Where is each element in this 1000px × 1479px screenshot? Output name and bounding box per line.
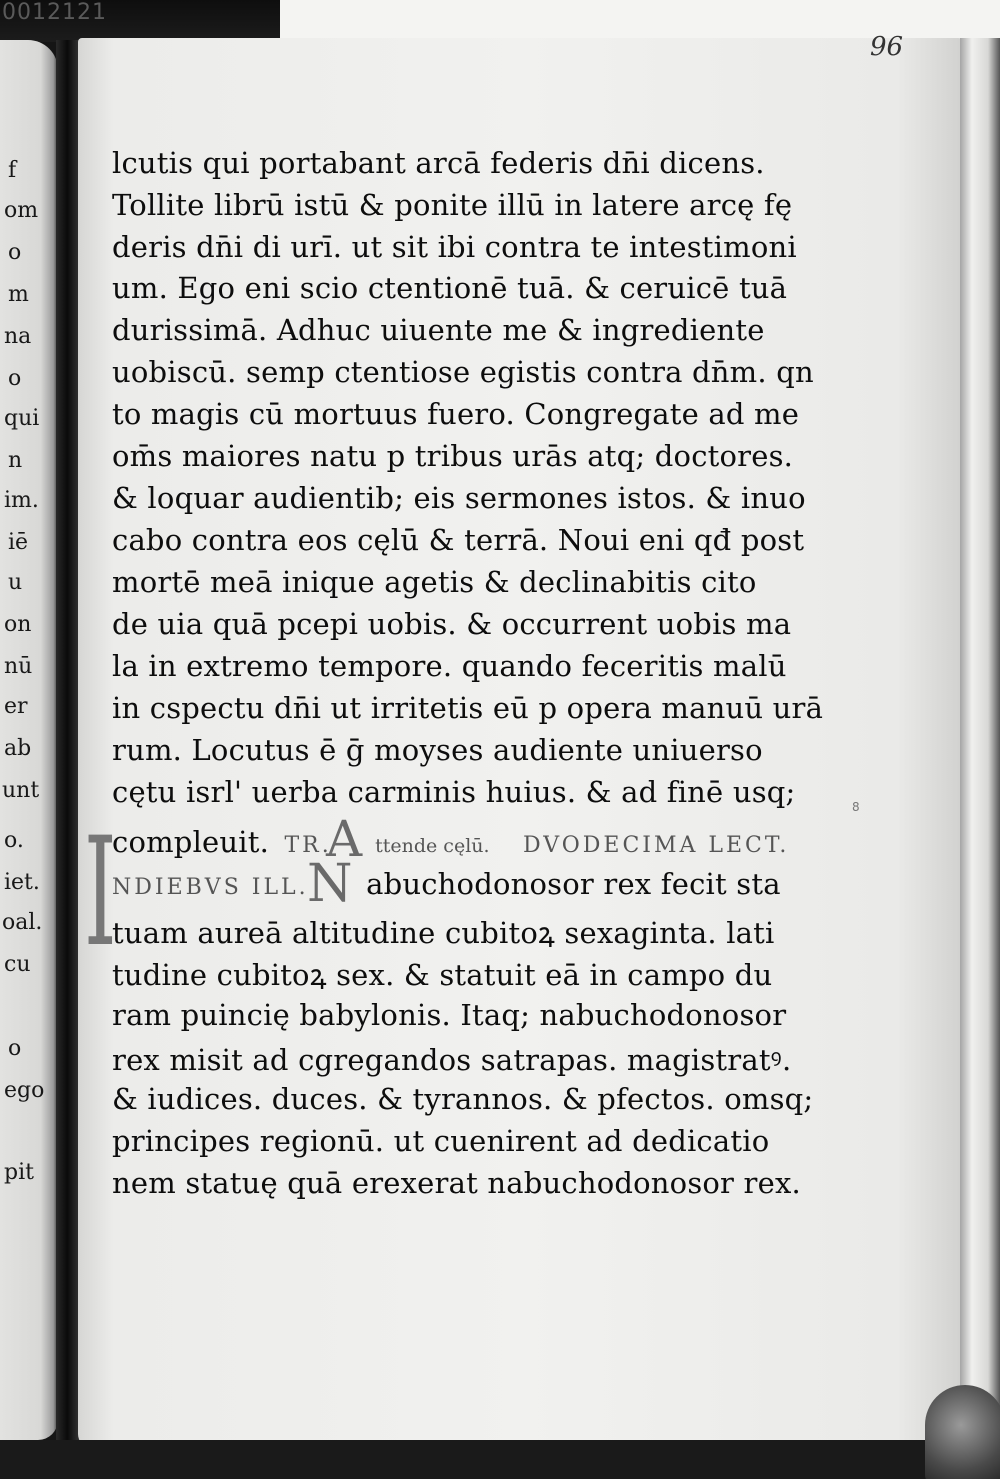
text-line-15: rum. Locutus ē ḡ moyses audiente uniuerso [112, 733, 763, 767]
left-fragment: n [8, 448, 23, 473]
text-line-18-main: abuchodonosor rex fecit sta [366, 867, 781, 901]
left-fragment: na [4, 324, 32, 349]
left-fragment: im. [4, 488, 39, 513]
left-fragment: pit [4, 1160, 34, 1185]
left-fragment: m [8, 282, 29, 307]
text-line-9: & loquar audientib; eis sermones istos. & inuo [112, 481, 806, 515]
text-line-3: deris dn̄i di urī. ut sit ibi contra te intestimoni [112, 230, 797, 264]
left-fragment: ab [4, 736, 32, 761]
left-fragment: unt [2, 778, 40, 803]
text-line-19: tuam aureā altitudine cubitoꝝ sexaginta. lati [112, 916, 775, 950]
left-fragment: om [4, 198, 39, 223]
text-line-17 [112, 825, 789, 865]
left-fragment: ego [4, 1078, 45, 1103]
left-fragment: o [8, 1036, 22, 1061]
left-fragment: on [4, 612, 32, 637]
text-line-10: cabo contra eos cęlū & terrā. Noui eni qđ post [112, 523, 805, 557]
text-line-4: um. Ego eni scio ctentionē tuā. & ceruicē tuā [112, 271, 788, 305]
text-line-11: mortē meā inique agetis & declinabitis cito [112, 565, 757, 599]
left-fragment: f [8, 158, 17, 183]
rubric-tr: TR. [284, 833, 332, 858]
archive-mark: 0012121 [2, 0, 107, 25]
text-line-16: cętu isrl' uerba carminis huius. & ad finē usq; [112, 775, 796, 809]
left-fragment: o [8, 366, 22, 391]
thumb-image [925, 1385, 1000, 1479]
rubric-in-diebus: NDIEBVS ILL. [112, 875, 309, 900]
text-line-21: ram puincię babylonis. Itaq; nabuchodonosor [112, 998, 787, 1032]
left-fragment: qui [4, 406, 40, 431]
rubric-attende: ttende cęlū. [375, 835, 490, 857]
left-fragment: iet. [4, 870, 40, 895]
left-fragment: oal. [2, 910, 43, 935]
left-fragment: cu [4, 952, 31, 977]
rubric-lectio: DVODECIMA LECT. [522, 833, 790, 858]
folio-number: 96 [870, 32, 904, 62]
text-line-12: de uia quā pcepi uobis. & occurrent uobis ma [112, 607, 792, 641]
text-line-8: om̄s maiores natu p tribus urās atq; doctores. [112, 439, 794, 473]
left-fragment: nū [4, 654, 33, 679]
left-fragment: er [4, 694, 28, 719]
text-line-5: durissimā. Adhuc uiuente me & ingrediente [112, 313, 765, 347]
left-fragment: iē [8, 530, 29, 555]
text-line-25: nem statuę quā erexerat nabuchodonosor rex. [112, 1166, 801, 1200]
text-line-24: principes regionū. ut cuenirent ad dedicatio [112, 1124, 770, 1158]
text-line-6: uobiscū. semp ctentiose egistis contra dn̄m. qn [112, 355, 814, 389]
text-line-18 [112, 867, 781, 907]
text-line-14: in cspectu dn̄i ut irritetis eū p opera manuū urā [112, 691, 824, 725]
scan-bottom-band [0, 1440, 1000, 1479]
text-line-17-main: compleuit. [112, 825, 270, 859]
left-fragment: u [8, 570, 23, 595]
text-line-1: lcutis qui portabant arcā federis dn̄i dicens. [112, 146, 765, 180]
left-fragment: o [8, 240, 22, 265]
margin-mark: 8 [852, 800, 860, 814]
text-line-23: & iudices. duces. & tyrannos. & pfectos. omsq; [112, 1082, 814, 1116]
text-line-13: la in extremo tempore. quando feceritis malū [112, 649, 787, 683]
left-fragment: o. [4, 828, 24, 853]
initial-n: N [307, 854, 353, 914]
text-line-2: Tollite librū istū & ponite illū in latere arcę fę [112, 188, 793, 222]
text-line-7: to magis cū mortuus fuero. Congregate ad me [112, 397, 800, 431]
text-line-22: rex misit ad cgregandos satrapas. magistratꝰ. [112, 1043, 792, 1077]
text-line-20: tudine cubitoꝝ sex. & statuit eā in campo du [112, 958, 773, 992]
initial-a: A [326, 810, 363, 868]
initial-i: I [84, 806, 117, 980]
right-page-edge [960, 38, 1000, 1458]
left-page-fragment [0, 40, 58, 1440]
